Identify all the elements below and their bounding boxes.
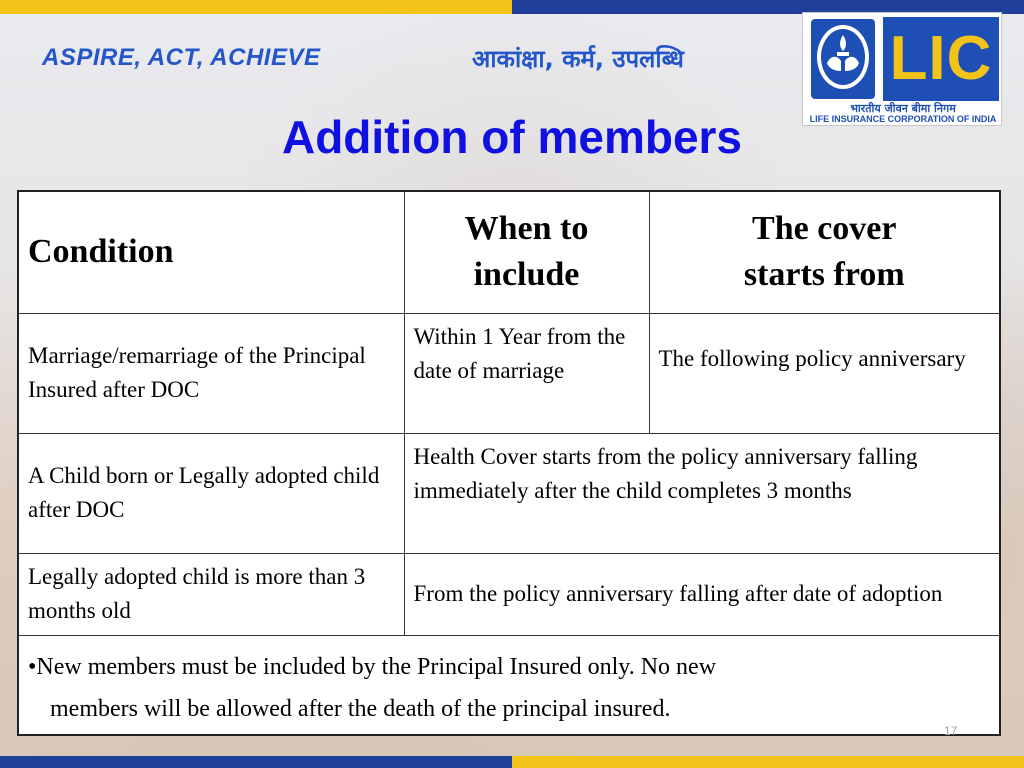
cell-condition: Legally adopted child is more than 3 months old [18, 553, 404, 635]
top-stripe-yellow [0, 0, 512, 14]
header-condition-label: Condition [28, 233, 174, 271]
header-when-to-include [404, 191, 649, 313]
members-table [17, 190, 1001, 736]
cell-merged: Health Cover starts from the policy anniversary falling immediately after the child completes 3 months [404, 433, 1000, 553]
note-line-2: members will be allowed after the death of the principal insured. [50, 695, 671, 722]
page-number: 17 [944, 724, 958, 738]
slogan-english: ASPIRE, ACT, ACHIEVE [42, 44, 321, 71]
table-row [18, 313, 1000, 433]
header-when-line2: include [473, 256, 580, 294]
note-line-1: •New members must be included by the Principal Insured only. No new [28, 653, 717, 680]
cell-merged: From the policy anniversary falling after date of adoption [404, 553, 1000, 635]
header-when-line1: When to [464, 210, 589, 248]
header-condition [18, 191, 404, 313]
table-note-row [18, 635, 1000, 735]
slogan-hindi: आकांक्षा, कर्म, उपलब्धि [472, 45, 684, 73]
header-cover-starts [649, 191, 1000, 313]
cell-when: Within 1 Year from the date of marriage [404, 313, 649, 433]
bottom-stripe-yellow [512, 756, 1024, 768]
bottom-stripe-blue [0, 756, 512, 768]
header-cover-line2: starts from [743, 256, 905, 294]
header-cover-line1: The cover [752, 210, 897, 248]
cell-condition: Marriage/remarriage of the Principal Insured after DOC [18, 313, 404, 433]
lic-logo [802, 12, 1002, 126]
slide-title: Addition of members [281, 111, 743, 163]
lic-english-name: LIFE INSURANCE CORPORATION OF INDIA [809, 114, 997, 124]
lamp-hands-icon [811, 19, 875, 99]
table-row [18, 553, 1000, 635]
lic-logo-text: LIC [883, 17, 999, 101]
cell-condition: A Child born or Legally adopted child after DOC [18, 433, 404, 553]
cell-cover: The following policy anniversary [649, 313, 1000, 433]
lic-hindi-name: भारतीय जीवन बीमा निगम [850, 102, 956, 115]
note-cell [18, 635, 1000, 735]
table-row [18, 433, 1000, 553]
table-header-row [18, 191, 1000, 313]
